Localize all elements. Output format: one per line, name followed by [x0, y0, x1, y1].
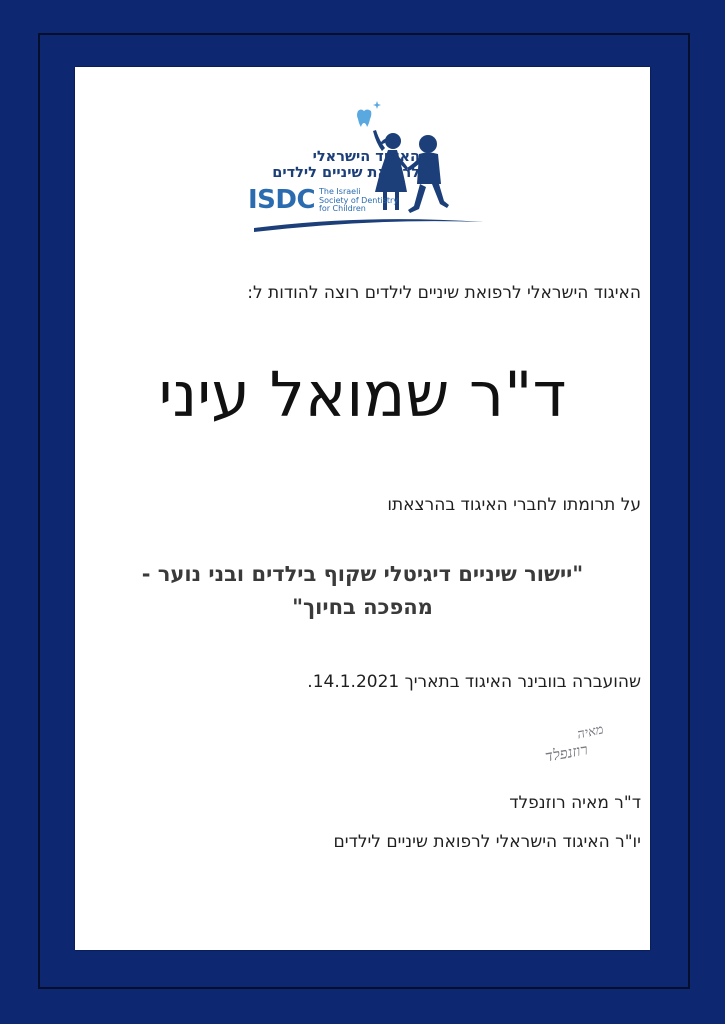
signature-last-name: רוזנפלד [543, 740, 590, 766]
logo-hebrew-line1: האיגוד הישראלי [312, 149, 420, 165]
logo-english-line3: for Children [319, 204, 366, 213]
intro-text: האיגוד הישראלי לרפואת שיניים לילדים רוצה להודות ל: [247, 283, 641, 303]
signature-text [462, 712, 612, 782]
lecture-title-line1: "יישור שיניים דיגיטלי שקוף בילדים ובני נוער - [141, 562, 584, 586]
recipient-name: ד"ר שמואל עיני [158, 358, 567, 431]
logo-acronym: ISDC [248, 185, 316, 215]
logo-english-line1: The Israeli [319, 187, 361, 196]
signature-first-name: מאיה [576, 722, 606, 743]
isdc-logo [248, 98, 488, 233]
signer-name: ד"ר מאיה רוזנפלד [509, 793, 641, 813]
date-line: שהועברה בוובינר האיגוד בתאריך 14.1.2021. [307, 672, 641, 692]
logo-hebrew-line2: לרפואת שיניים לילדים [272, 165, 420, 181]
lecture-title-line2: מהפכה בחיוך" [292, 595, 433, 619]
logo-english [319, 188, 419, 214]
contribution-text: על תרומתו לחברי האיגוד בהרצאתו [387, 495, 641, 515]
signer-role: יו"ר האיגוד הישראלי לרפואת שיניים לילדים [333, 832, 641, 852]
logo-english-line2: Society of Dentistry [319, 195, 399, 205]
handwritten-signature [462, 712, 612, 782]
